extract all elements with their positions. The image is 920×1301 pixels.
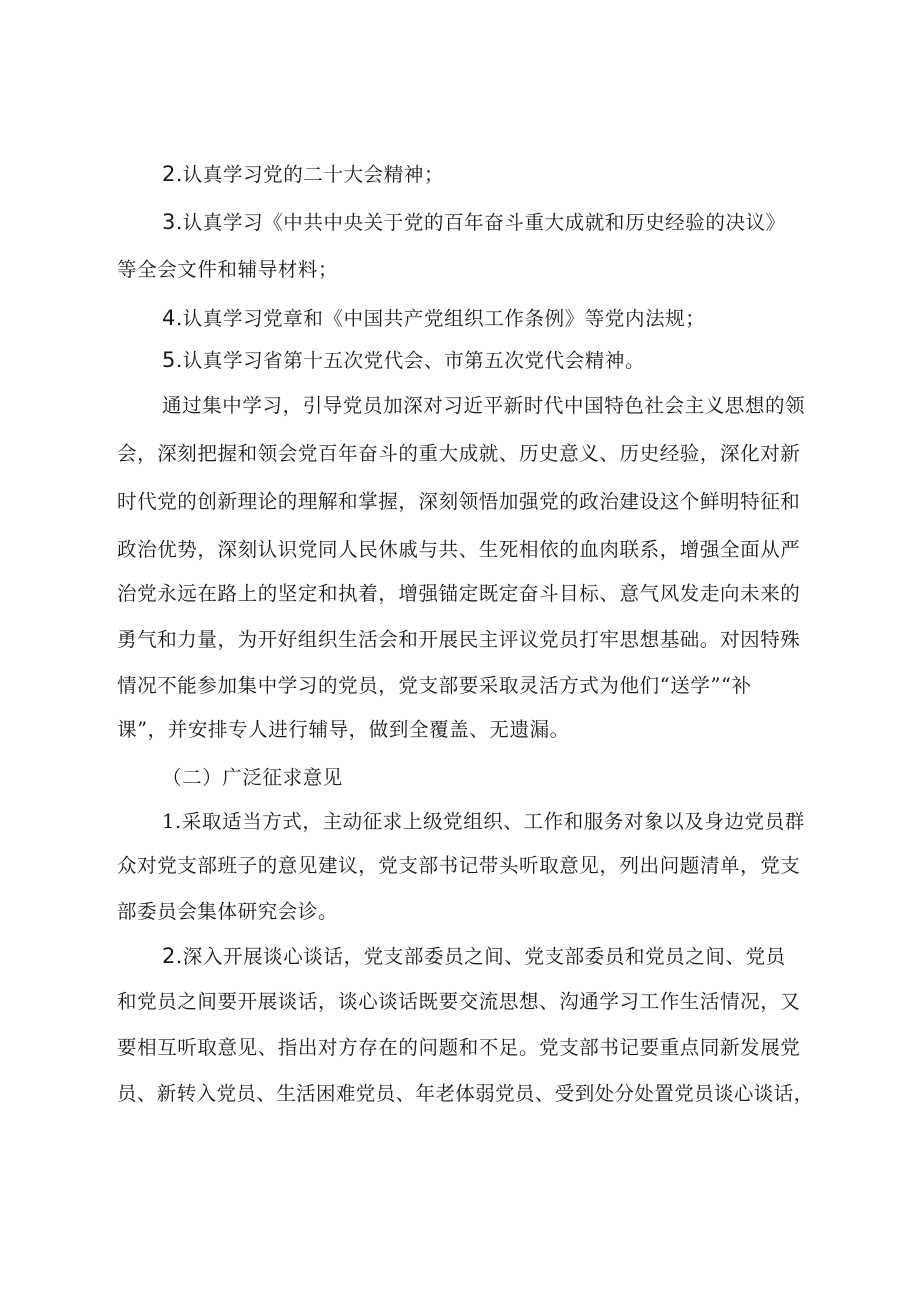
item-text: .深入开展谈心谈话，党支部委员之间、党支部委员和党员之间、党员 — [175, 945, 786, 968]
item-number: 2 — [162, 944, 176, 968]
paragraph-line: 时代党的创新理论的理解和掌握，深刻领悟加强党的政治建设这个鲜明特征和 — [117, 490, 801, 513]
item-number: 5 — [162, 348, 176, 372]
item-number: 4 — [162, 306, 176, 330]
paragraph-line: 和党员之间要开展谈话，谈心谈话既要交流思想、沟通学习工作生活情况，又 — [117, 990, 801, 1013]
paragraph-line: 众对党支部班子的意见建议，党支部书记带头听取意见，列出问题清单，党支 — [117, 854, 801, 877]
item-text: .认真学习省第十五次党代会、市第五次党代会精神。 — [175, 349, 646, 372]
paragraph-line: 要相互听取意见、指出对方存在的问题和不足。党支部书记要重点同新发展党 — [117, 1036, 801, 1059]
paragraph-line: 通过集中学习，引导党员加深对习近平新时代中国特色社会主义思想的领 — [162, 394, 806, 417]
paragraph-line: 员、新转入党员、生活困难党员、年老体弱党员、受到处分处置党员谈心谈话， — [117, 1082, 814, 1105]
list-item — [162, 346, 645, 375]
paragraph-line: 政治优势，深刻认识党同人民休戚与共、生死相依的血肉联系，增强全面从严 — [117, 538, 801, 561]
paragraph-line: 治党永远在路上的坚定和执着，增强锚定既定奋斗目标、意气风发走向未来的 — [117, 582, 801, 605]
paragraph-line: 部委员会集体研究会诊。 — [117, 900, 339, 923]
section-heading: （二）广泛征求意见 — [162, 766, 343, 789]
list-item — [162, 208, 786, 237]
list-item — [162, 942, 786, 971]
paragraph-line: 1.采取适当方式，主动征求上级党组织、工作和服务对象以及身边党员群 — [162, 810, 805, 833]
list-item-continuation: 等全会文件和辅导材料； — [117, 258, 339, 281]
list-item — [162, 304, 705, 333]
item-number: 2 — [162, 162, 176, 186]
item-number: 3 — [162, 210, 176, 234]
item-text: .认真学习《中共中央关于党的百年奋斗重大成就和历史经验的决议》 — [175, 211, 786, 234]
item-text: .认真学习党的二十大会精神； — [175, 163, 445, 186]
paragraph-line: 会，深刻把握和领会党百年奋斗的重大成就、历史意义、历史经验，深化对新 — [117, 442, 801, 465]
list-item — [162, 160, 444, 189]
paragraph-line: 勇气和力量，为开好组织生活会和开展民主评议党员打牢思想基础。对因特殊 — [117, 628, 801, 651]
item-text: .认真学习党章和《中国共产党组织工作条例》等党内法规； — [175, 307, 706, 330]
paragraph-line: 情况不能参加集中学习的党员，党支部要采取灵活方式为他们“送学”“补 — [117, 674, 752, 697]
paragraph-line: 课”，并安排专人进行辅导，做到全覆盖、无遗漏。 — [117, 718, 570, 741]
